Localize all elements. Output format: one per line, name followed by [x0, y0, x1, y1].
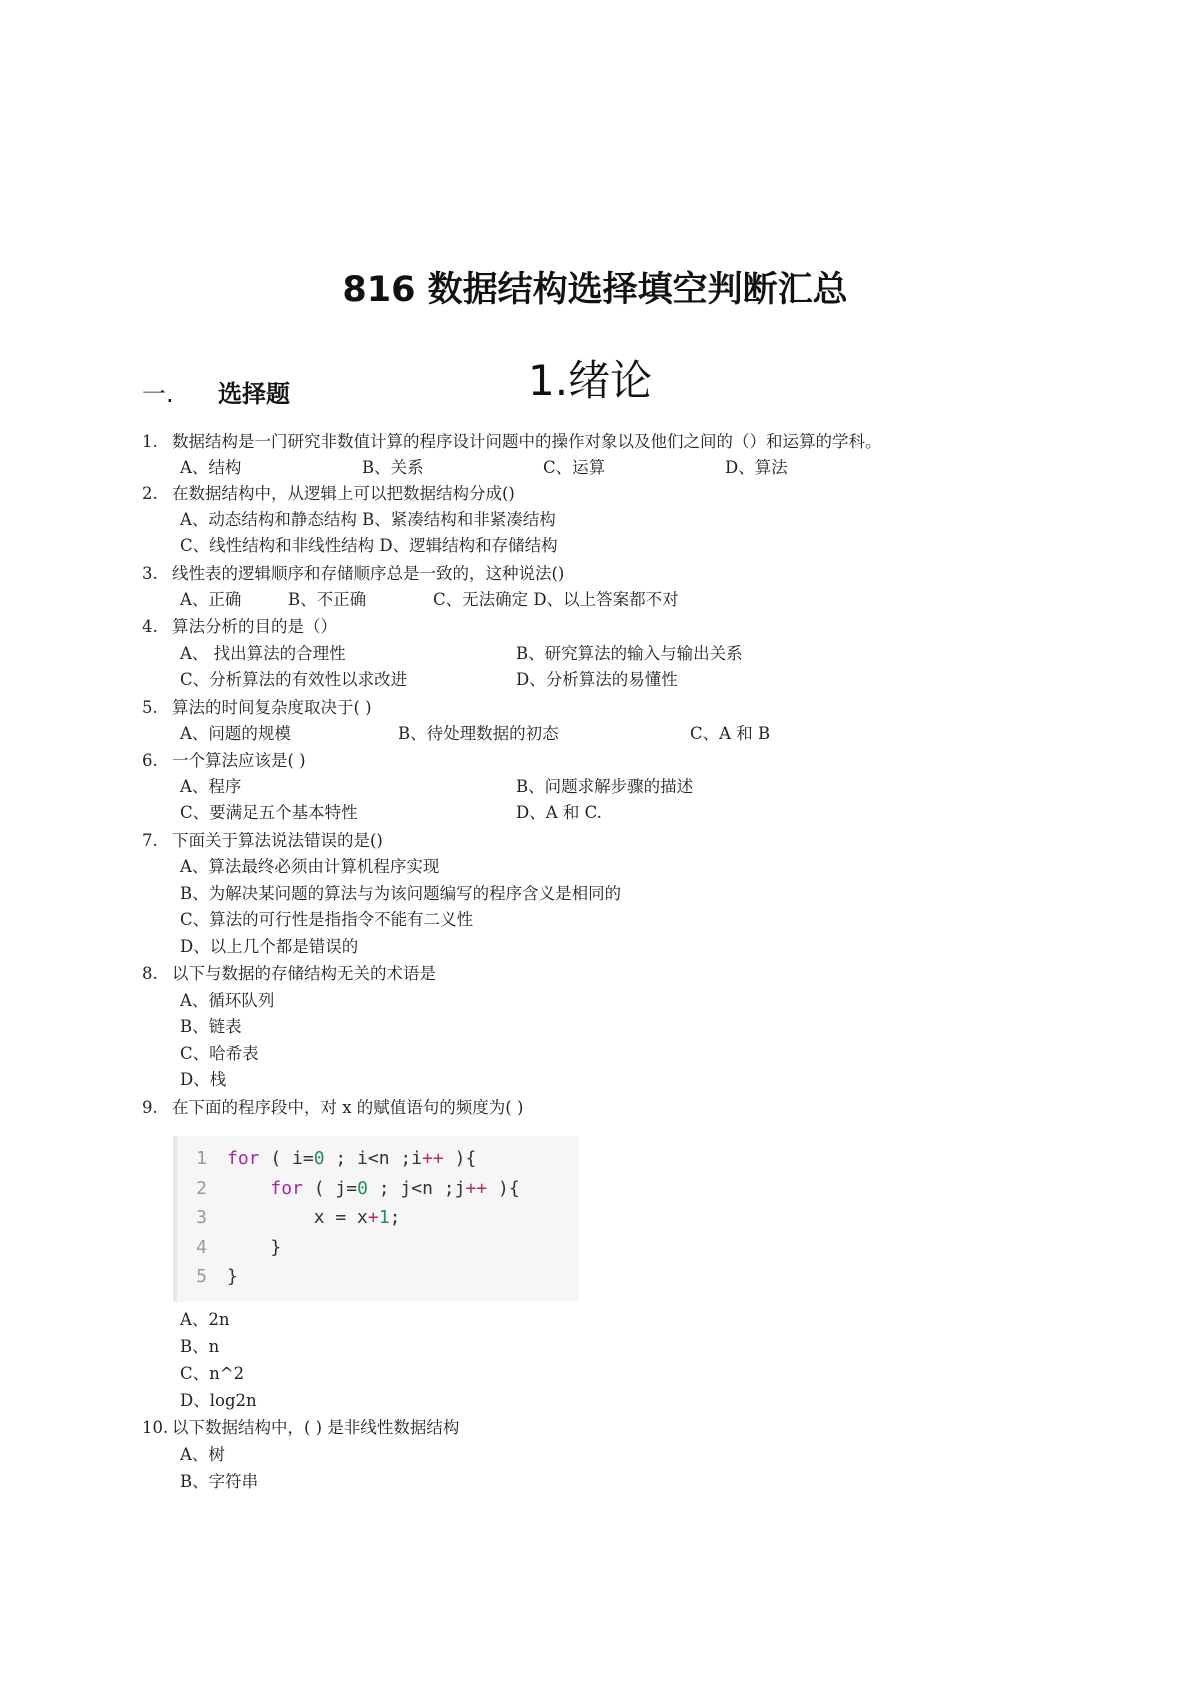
- answer-option: D、log2n: [180, 1391, 257, 1410]
- line-number: 3: [196, 1207, 207, 1228]
- answer-option: A、 找出算法的合理性: [180, 644, 346, 663]
- question-text: 数据结构是一门研究非数值计算的程序设计问题中的操作对象以及他们之间的（）和运算的学科。: [172, 432, 882, 451]
- answer-option: A、结构: [180, 458, 242, 477]
- answer-option: A、树: [180, 1445, 225, 1464]
- question-number: 5.: [142, 698, 158, 717]
- answer-option: C、分析算法的有效性以求改进: [180, 670, 408, 689]
- code-text: x = x+1;: [227, 1207, 401, 1228]
- answer-option: C、线性结构和非线性结构 D、逻辑结构和存储结构: [180, 536, 558, 555]
- question-number: 7.: [142, 831, 158, 850]
- question-number: 3.: [142, 564, 158, 583]
- answer-option: A、算法最终必须由计算机程序实现: [180, 857, 440, 876]
- answer-option: D、算法: [725, 458, 788, 477]
- question-text: 下面关于算法说法错误的是(): [172, 831, 383, 850]
- question-text: 以下与数据的存储结构无关的术语是: [172, 964, 436, 983]
- code-text: for ( i=0 ; i<n ;i++ ){: [227, 1148, 477, 1169]
- question-text: 在数据结构中，从逻辑上可以把数据结构分成(): [172, 484, 515, 503]
- code-text: }: [227, 1236, 282, 1258]
- question-text: 算法的时间复杂度取决于( ): [172, 698, 372, 717]
- answer-option: C、要满足五个基本特性: [180, 803, 358, 822]
- answer-option: B、研究算法的输入与输出关系: [516, 644, 743, 663]
- answer-option: D、以上几个都是错误的: [180, 937, 359, 956]
- answer-option: A、程序: [180, 777, 242, 796]
- answer-option: D、栈: [180, 1070, 227, 1089]
- question-text: 线性表的逻辑顺序和存储顺序总是一致的，这种说法(): [172, 564, 565, 583]
- answer-option: A、2n: [180, 1310, 230, 1329]
- answer-option: B、问题求解步骤的描述: [516, 777, 694, 796]
- answer-option: C、A 和 B: [690, 724, 771, 743]
- line-number: 2: [196, 1177, 207, 1199]
- question-number: 6.: [142, 751, 158, 770]
- answer-option: A、动态结构和静态结构 B、紧凑结构和非紧凑结构: [180, 510, 556, 529]
- answer-option: B、不正确: [288, 590, 367, 609]
- answer-option: B、链表: [180, 1017, 242, 1036]
- document-title: 816 数据结构选择填空判断汇总: [342, 270, 848, 310]
- question-text: 在下面的程序段中，对 x 的赋值语句的频度为( ): [172, 1098, 524, 1117]
- question-number: 8.: [142, 964, 158, 983]
- chapter-title: 1.绪论: [528, 356, 653, 405]
- code-text: }: [227, 1266, 238, 1287]
- section-label: 选择题: [218, 380, 290, 408]
- answer-option: C、哈希表: [180, 1044, 259, 1063]
- answer-option: D、A 和 C.: [516, 803, 602, 822]
- question-number: 1.: [142, 432, 158, 451]
- line-number: 1: [196, 1148, 207, 1169]
- answer-option: D、分析算法的易懂性: [516, 670, 678, 689]
- question-number: 2.: [142, 484, 158, 503]
- question-text: 以下数据结构中，( ) 是非线性数据结构: [172, 1418, 460, 1437]
- question-number: 10.: [142, 1418, 169, 1437]
- question-number: 9.: [142, 1098, 158, 1117]
- code-block: [173, 1136, 579, 1302]
- answer-option: A、循环队列: [180, 991, 275, 1010]
- question-text: 一个算法应该是( ): [172, 751, 306, 770]
- answer-option: C、运算: [543, 458, 606, 477]
- answer-option: C、n^2: [180, 1364, 245, 1383]
- answer-option: C、算法的可行性是指指令不能有二义性: [180, 910, 474, 929]
- answer-option: C、无法确定 D、以上答案都不对: [433, 590, 679, 609]
- answer-option: B、n: [180, 1337, 220, 1356]
- line-number: 4: [196, 1236, 207, 1258]
- answer-option: B、关系: [362, 458, 424, 477]
- question-text: 算法分析的目的是（）: [172, 617, 337, 636]
- answer-option: B、为解决某问题的算法与为该问题编写的程序含义是相同的: [180, 884, 622, 903]
- section-heading: [142, 374, 290, 409]
- line-number: 5: [196, 1266, 207, 1287]
- answer-option: B、字符串: [180, 1472, 259, 1491]
- answer-option: A、问题的规模: [180, 724, 291, 743]
- answer-option: B、待处理数据的初态: [398, 724, 559, 743]
- question-number: 4.: [142, 617, 158, 636]
- section-number: 一.: [142, 380, 174, 408]
- answer-option: A、正确: [180, 590, 242, 609]
- code-text: for ( j=0 ; j<n ;j++ ){: [270, 1177, 520, 1199]
